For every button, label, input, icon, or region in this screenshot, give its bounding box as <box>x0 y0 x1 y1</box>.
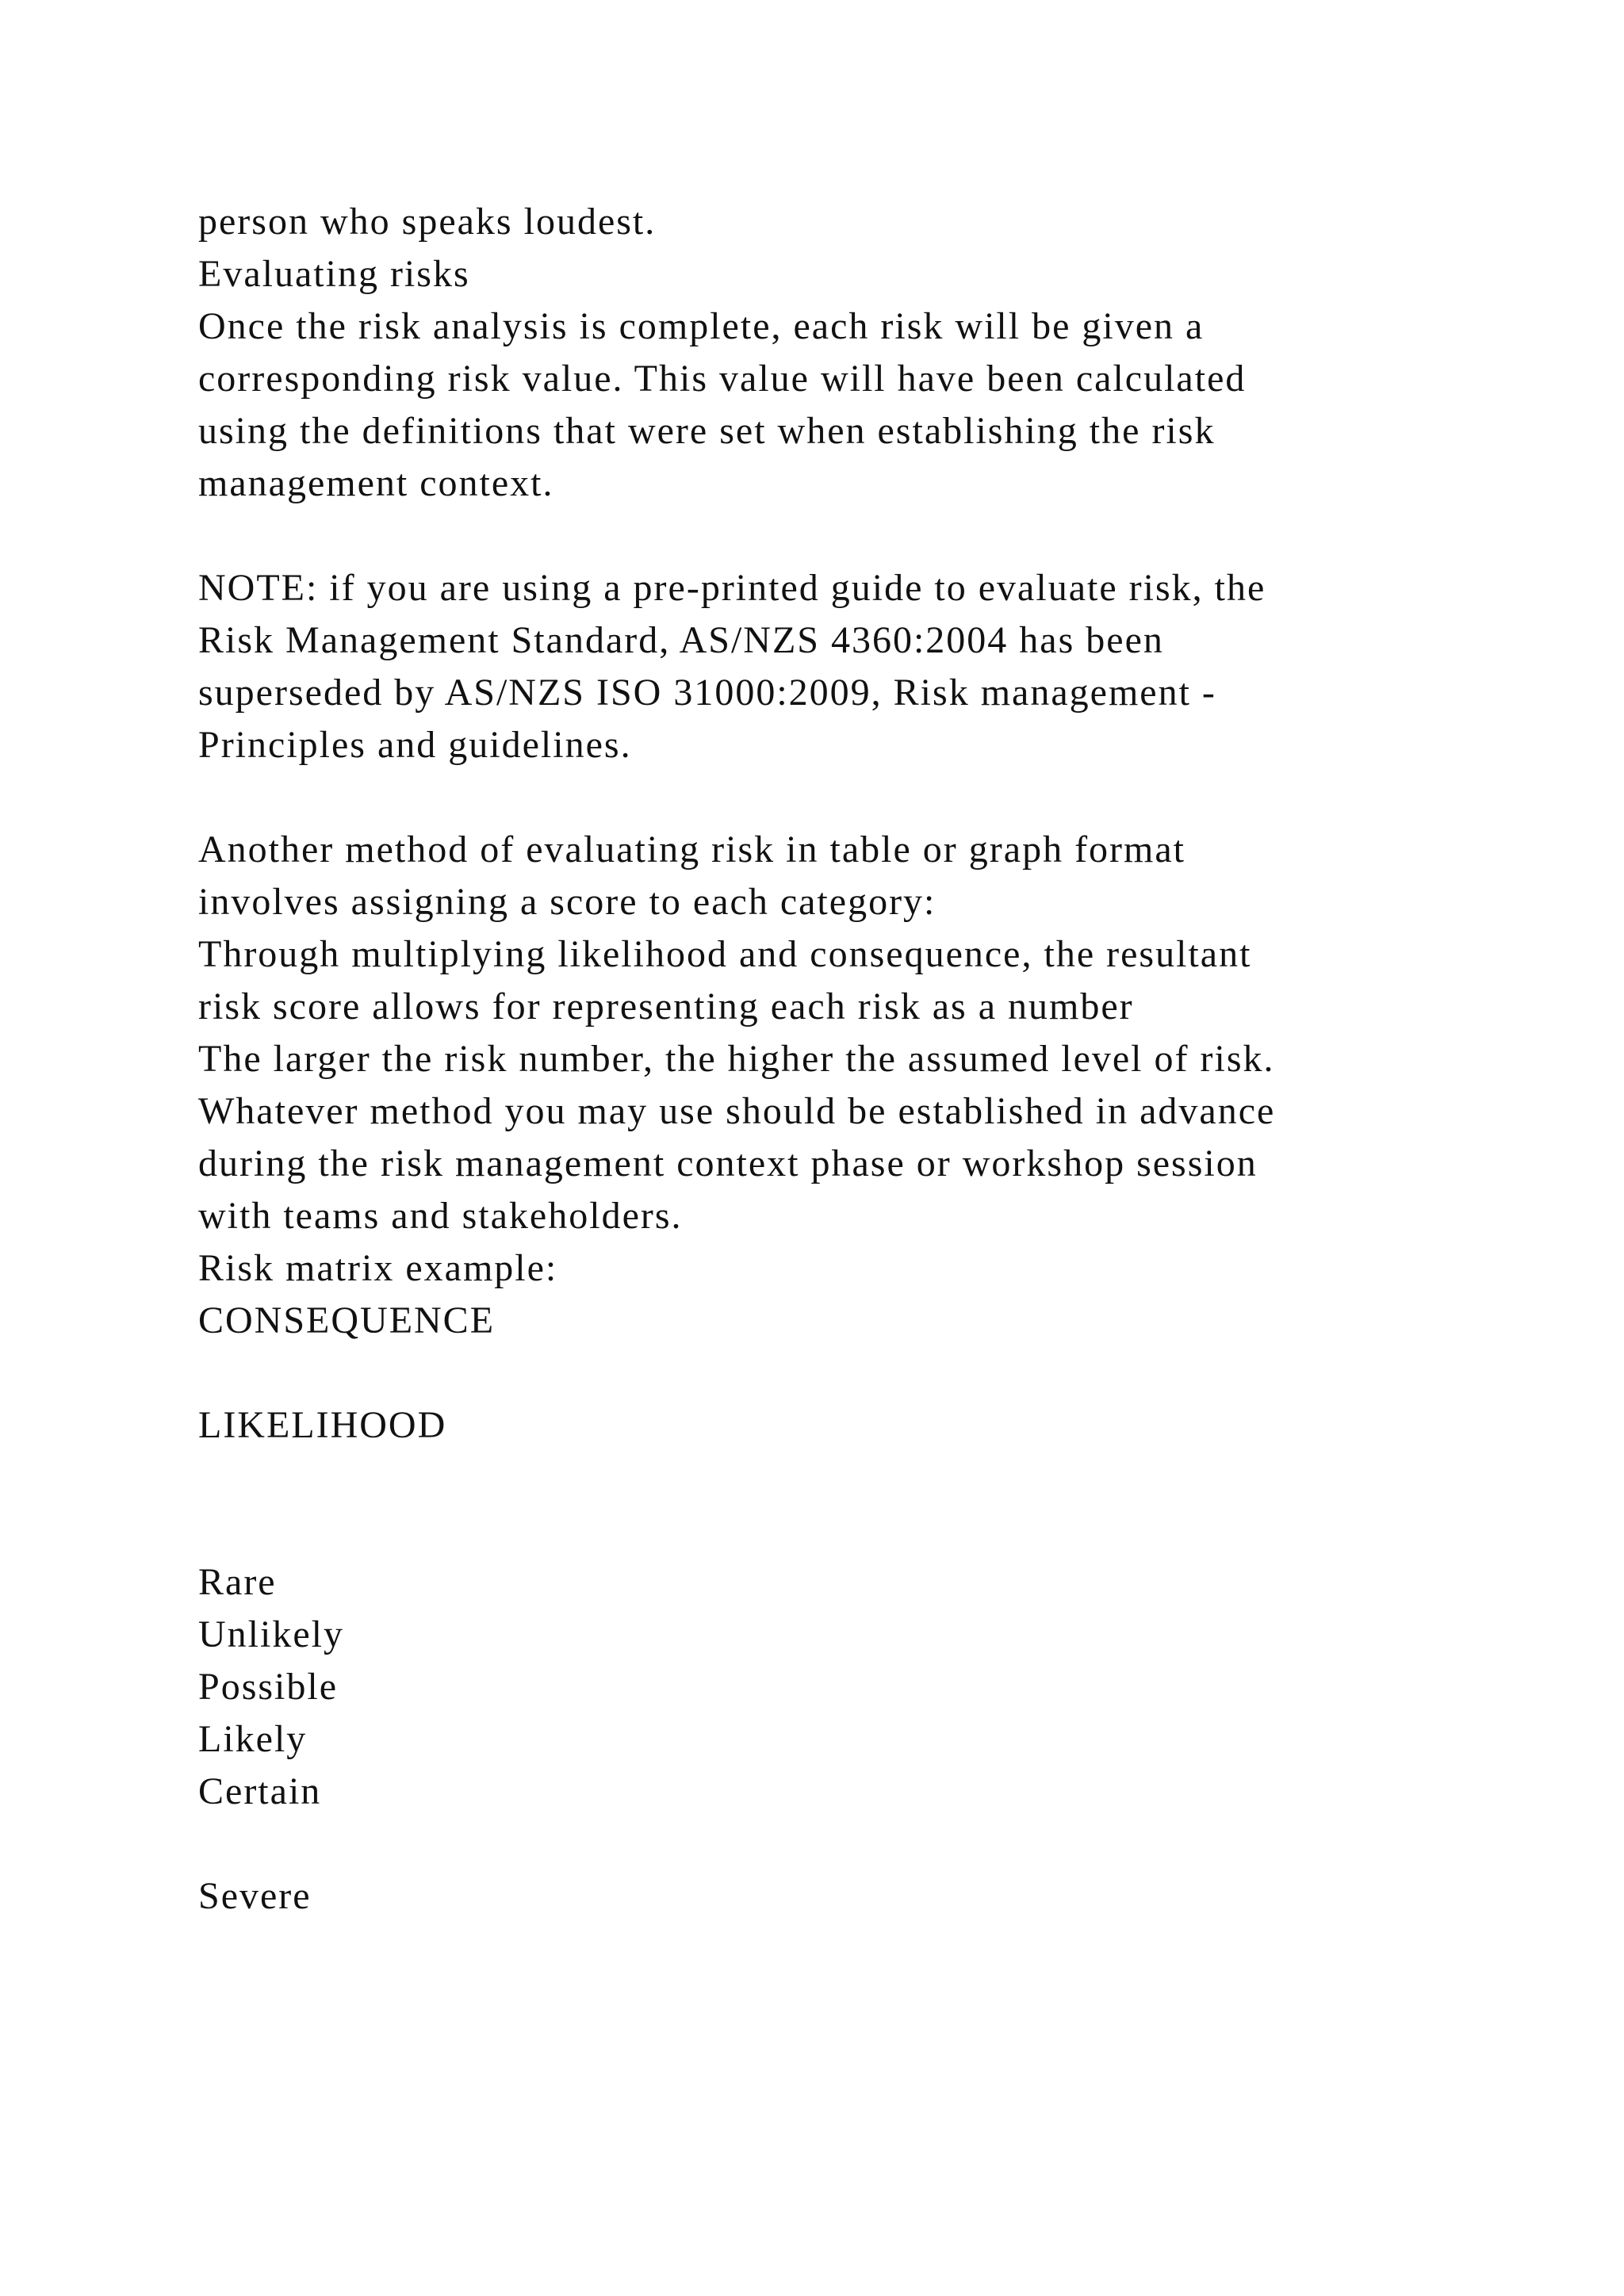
text-line: Once the risk analysis is complete, each risk will be given a <box>198 305 1205 347</box>
text-line: management context. <box>198 462 554 504</box>
section-heading: Evaluating risks <box>198 253 470 295</box>
text-line: during the risk management context phase or workshop session <box>198 1142 1258 1184</box>
text-line: person who speaks loudest. <box>198 201 657 243</box>
text-line: The larger the risk number, the higher the assumed level of risk. <box>198 1038 1275 1080</box>
blank-line <box>198 771 1546 824</box>
likelihood-possible: Possible <box>198 1666 339 1708</box>
text-line: corresponding risk value. This value will have been calculated <box>198 358 1247 400</box>
note-line: Risk Management Standard, AS/NZS 4360:2004 has been <box>198 619 1164 661</box>
document-body <box>198 196 1546 1923</box>
text-line: Risk matrix example: <box>198 1247 558 1289</box>
matrix-axis-label-likelihood: LIKELIHOOD <box>198 1404 447 1446</box>
text-line: with teams and stakeholders. <box>198 1195 683 1237</box>
text-line: Another method of evaluating risk in table or graph format <box>198 828 1186 871</box>
likelihood-rare: Rare <box>198 1561 277 1603</box>
text-line: using the definitions that were set when establishing the risk <box>198 410 1216 452</box>
blank-line <box>198 510 1546 562</box>
likelihood-certain: Certain <box>198 1770 322 1812</box>
blank-line <box>198 1347 1546 1399</box>
note-line: superseded by AS/NZS ISO 31000:2009, Risk management - <box>198 672 1216 714</box>
consequence-severe: Severe <box>198 1875 312 1917</box>
text-line: involves assigning a score to each category: <box>198 881 936 923</box>
matrix-axis-label-consequence: CONSEQUENCE <box>198 1299 496 1341</box>
blank-line <box>198 1818 1546 1870</box>
blank-line <box>198 1452 1546 1504</box>
likelihood-unlikely: Unlikely <box>198 1613 344 1655</box>
text-line: Whatever method you may use should be established in advance <box>198 1090 1276 1132</box>
blank-line <box>198 1504 1546 1556</box>
likelihood-likely: Likely <box>198 1718 308 1760</box>
note-line: Principles and guidelines. <box>198 724 632 766</box>
text-line: risk score allows for representing each risk as a number <box>198 985 1134 1027</box>
text-line: Through multiplying likelihood and consequence, the resultant <box>198 933 1252 975</box>
note-line: NOTE: if you are using a pre-printed guide to evaluate risk, the <box>198 567 1266 609</box>
